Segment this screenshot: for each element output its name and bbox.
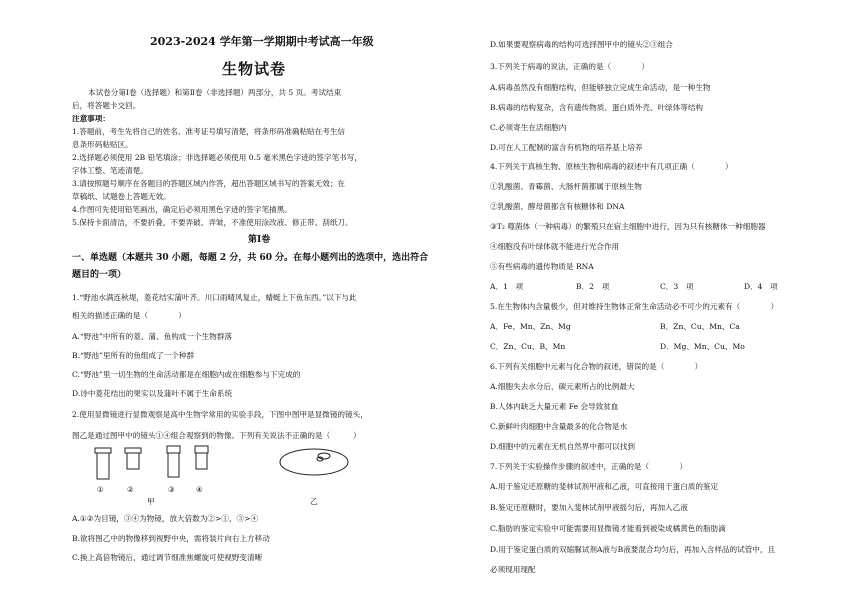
note-line: 草稿纸、试题卷上答题无效。: [72, 192, 171, 201]
option-c: C.新鲜叶肉细胞中含量最多的化合物是水: [490, 422, 628, 431]
figure-caption-jia: 甲: [147, 497, 155, 506]
question-stem: 5.在生物体内含量极少，但对维持生物体正常生命活动必不可少的元素有（ ）: [490, 302, 779, 311]
option-c: C.换上高倍物镜后，通过调节细准焦螺旋可使视野变清晰: [72, 553, 263, 562]
lens-4-rim: [195, 446, 208, 453]
figure-caption-yi: 乙: [310, 497, 318, 506]
option-a: A.病毒虽然没有细胞结构，但能够独立完成生命活动，是一种生物: [490, 83, 711, 92]
lens-label: ①: [97, 485, 104, 494]
statement-item: ④细胞没有叶绿体就不能进行光合作用: [490, 242, 620, 251]
question-stem: 2.使用显微镜进行显微观察是高中生物学常用的实验手段，下图中图甲是显微镜的镜头，: [72, 410, 368, 419]
lens-drawing: [92, 444, 372, 506]
statement-item: ②乳酸菌、酵母菌都含有核糖体和 DNA: [490, 202, 625, 211]
specimen-cell: [318, 453, 330, 459]
option-a: A.①②为目镜，③④为物镜，放大倍数为②>①，③>④: [72, 514, 259, 523]
lens-1-body: [97, 453, 109, 479]
option-b: B．Zn、Cu、Mn、Ca: [660, 322, 740, 331]
lens-label: ②: [127, 485, 134, 494]
field-of-view: [280, 449, 348, 475]
question-stem: 3.下列关于病毒的说法，正确的是（ ）: [490, 62, 650, 71]
lens-label: ④: [196, 485, 203, 494]
option-d-continued: 必须现用现配: [490, 565, 536, 574]
lens-3-rim: [167, 446, 180, 453]
option-c: C．3 项: [660, 282, 694, 291]
note-line: 字体工整、笔迹清楚。: [72, 166, 148, 175]
intro-line: 后，将答题卡交回。: [72, 101, 141, 110]
option-b: B.人体内缺乏大量元素 Fe 会导致贫血: [490, 402, 619, 411]
option-d: D.诗中菱花结出的果实以及蒲叶不属于生命系统: [72, 389, 233, 398]
statement-item: ⑤有些病毒的遗传物质是 RNA: [490, 262, 594, 271]
option-a: A.细胞失去水分后，碳元素所占的比例最大: [490, 382, 635, 391]
option-b: B.“野池”里所有的鱼组成了一个种群: [72, 351, 195, 360]
option-d: D．4 项: [744, 282, 778, 291]
option-d: D.可在人工配制的富含有机物的培养基上培养: [490, 143, 643, 152]
option-b: B.鉴定还原糖时，要加入斐林试剂甲液摇匀后，再加入乙液: [490, 503, 688, 512]
note-line: 5.保持卡面清洁，不要折叠，不要弄破、弄皱，不准使用涂改液、修正带、刮纸刀。: [72, 218, 353, 227]
part-title: 第Ⅰ卷: [248, 235, 271, 245]
option-d: D．Mg、Mn、Cu、Mo: [660, 342, 745, 351]
option-d: D.细胞中的元素在无机自然界中都可以找到: [490, 442, 635, 451]
question-stem: 7.下列关于实验操作步骤的叙述中，正确的是（ ）: [490, 462, 688, 471]
lens-4-body: [196, 453, 207, 469]
option-c: C.必须寄生在活细胞内: [490, 123, 567, 132]
lens-3-body: [168, 453, 179, 477]
note-line: 4.作图可先使用铅笔画出，确定后必须用黑色字迹的签字笔描黑。: [72, 205, 292, 214]
exam-title: 2023-2024 学年第一学期期中考试高一年级: [150, 35, 374, 48]
lens-2-rim: [125, 448, 141, 453]
lens-2-body: [127, 453, 139, 469]
microscope-figure: [92, 444, 372, 506]
option-c: C.脂肪的鉴定实验中可能需要用显微镜才能看到被染成橘黄色的脂肪滴: [490, 524, 726, 533]
statement-item: ③T₂ 噬菌体（一种病毒）的繁殖只在宿主细胞中进行，因为只有核糖体一种细胞器: [490, 222, 766, 231]
option-a: A．Fe、Mn、Zn、Mg: [490, 322, 571, 331]
notes-title: 注意事项：: [72, 114, 110, 123]
option-b: B．2 项: [576, 282, 610, 291]
question-stem: 图乙是通过图甲中的镜头①④组合观察到的物像。下列有关说法不正确的是（ ）: [72, 431, 361, 440]
option-c: C．Zn、Cu、B、Mn: [490, 342, 566, 351]
question-stem: 1.“野池水满连秋堤，菱花结实蒲叶齐。川口雨晴风复止，蜻蜓上下鱼东西。”以下与此: [72, 293, 357, 302]
question-stem: 相关的描述正确的是（ ）: [72, 311, 186, 320]
intro-line: 本试卷分第Ⅰ卷（选择题）和第Ⅱ卷（非选择题）两部分，共 5 页。考试结束: [88, 88, 342, 97]
section-heading: 题目的一项）: [72, 270, 127, 280]
option-b: B.欲将图乙中的物像移到视野中央，需将装片向右上方移动: [72, 534, 270, 543]
note-line: 2.选择题必须使用 2B 铅笔填涂；非选择题必须使用 0.5 毫米黑色字迹的签字笔书写，: [72, 153, 362, 162]
option-a: A.“野池”中所有的菱、蒲、鱼构成一个生物群落: [72, 332, 232, 341]
option-a: A．1 项: [490, 282, 524, 291]
option-d: D.如果要观察病毒的结构可选择图甲中的镜头②③组合: [490, 40, 673, 49]
note-line: 1.答题前，考生先将自己的姓名、准考证号填写清楚，将条形码准确粘贴在考生信: [72, 127, 346, 136]
subject-title: 生物试卷: [222, 60, 287, 78]
note-line: 3.请按照题号顺序在各题目的答题区域内作答，超出答题区域书写的答案无效；在: [72, 179, 346, 188]
option-c: C.“野池”里一切生物的生命活动都是在细胞内或在细胞参与下完成的: [72, 370, 301, 379]
statement-item: ①乳酸菌、青霉菌、大肠杆菌都属于原核生物: [490, 182, 642, 191]
lens-label: ③: [168, 485, 175, 494]
question-stem: 4.下列关于真核生物、原核生物和病毒的叙述中有几项正确（ ）: [490, 162, 733, 171]
lens-1-rim: [95, 448, 111, 453]
section-heading: 一、单选题（本题共 30 小题，每题 2 分，共 60 分。在每小题列出的选项中，选出符合: [72, 253, 429, 263]
note-line: 息条形码粘贴区。: [72, 140, 133, 149]
option-d: D.用于鉴定蛋白质的双缩脲试剂A液与B液要混合均匀后，再加入含样品的试管中，且: [490, 545, 776, 554]
option-a: A.用于鉴定还原糖的斐林试剂甲液和乙液，可直接用于蛋白质的鉴定: [490, 482, 719, 491]
option-b: B.病毒的结构复杂，含有遗传物质、蛋白质外壳、叶绿体等结构: [490, 103, 704, 112]
question-stem: 6.下列有关细胞中元素与化合物的叙述，错误的是（ ）: [490, 362, 703, 371]
